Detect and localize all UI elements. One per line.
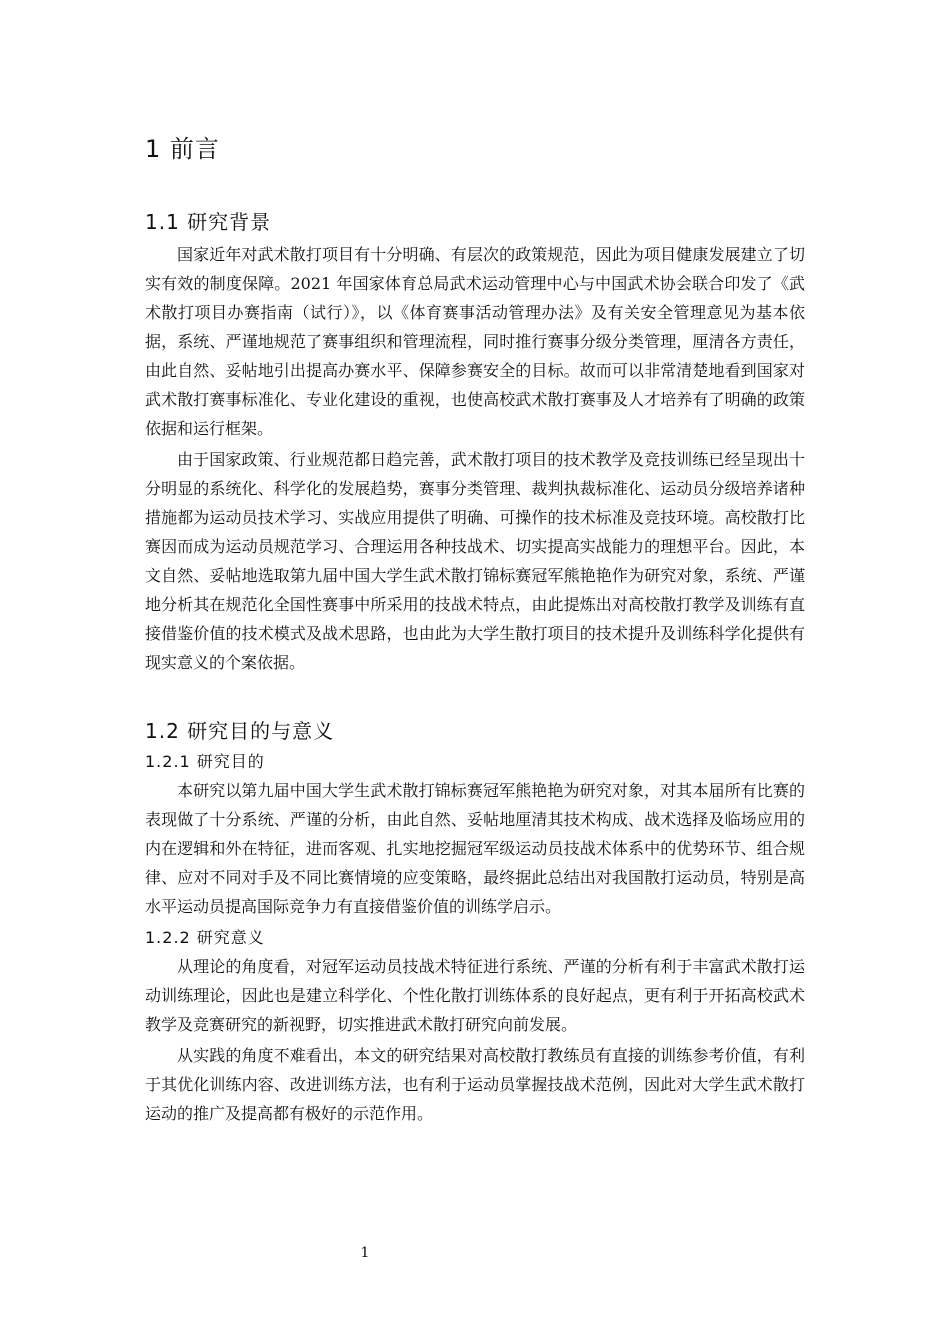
paragraph: 本研究以第九届中国大学生武术散打锦标赛冠军熊艳艳为研究对象，对其本届所有比赛的表现做了十分系统、严谨的分析，由此自然、妥帖地厘清其技术构成、战术选择及临场应用的内在逻辑和外在特征，进而客观、扎实地挖掘冠军级运动员技战术体系中的优势环节、组合规律、应对不同对手及不同比赛情境的应变策略，最终据此总结出对我国散打运动员，特别是高水平运动员提高国际竞争力有直接借鉴价值的训练学启示。: [145, 781, 805, 916]
section-heading-1-2: 1.2 研究目的与意义: [145, 719, 335, 743]
paragraph: 由于国家政策、行业规范都日趋完善，武术散打项目的技术教学及竞技训练已经呈现出十分明显的系统化、科学化的发展趋势，赛事分类管理、裁判执裁标准化、运动员分级培养诸种措施都为运动员技术学习、实战应用提供了明确、可操作的技术标准及竞技环境。高校散打比赛因而成为运动员规范学习、合理运用各种技战术、切实提高实战能力的理想平台。因此，本文自然、妥帖地选取第九届中国大学生武术散打锦标赛冠军熊艳艳作为研究对象，系统、严谨地分析其在规范化全国性赛事中所采用的技战术特点，由此提炼出对高校散打教学及训练有直接借鉴价值的技术模式及战术思路，也由此为大学生散打项目的技术提升及训练科学化提供有现实意义的个案依据。: [145, 450, 805, 672]
section-purpose-and-significance: [145, 716, 810, 1128]
section-research-background: [145, 207, 810, 677]
paragraph: 国家近年对武术散打项目有十分明确、有层次的政策规范，因此为项目健康发展建立了切实有效的制度保障。2021 年国家体育总局武术运动管理中心与中国武术协会联合印发了《武术散打项目办赛指南（试行）》，以《体育赛事活动管理办法》及有关安全管理意见为基本依据，系统、严谨地规范了赛事组织和管理流程，同时推行赛事分级分类管理，厘清各方责任，由此自然、妥帖地引出提高办赛水平、保障参赛安全的目标。故而可以非常清楚地看到国家对武术散打赛事标准化、专业化建设的重视，也使高校武术散打赛事及人才培养有了明确的政策依据和运行框架。: [145, 245, 805, 438]
subsection-heading-1-2-2: 1.2.2 研究意义: [145, 928, 265, 947]
subsection-heading-1-2-1: 1.2.1 研究目的: [145, 752, 265, 771]
page-number: 1: [360, 1245, 370, 1261]
paragraph: 从理论的角度看，对冠军运动员技战术特征进行系统、严谨的分析有利于丰富武术散打运动训练理论，因此也是建立科学化、个性化散打训练体系的良好起点，更有利于开拓高校武术教学及竞赛研究的新视野，切实推进武术散打研究向前发展。: [145, 957, 805, 1034]
paragraph: 从实践的角度不难看出，本文的研究结果对高校散打教练员有直接的训练参考价值，有利于其优化训练内容、改进训练方法，也有利于运动员掌握技战术范例，因此对大学生武术散打运动的推广及提高都有极好的示范作用。: [145, 1046, 805, 1123]
chapter-title: 1 前言: [145, 135, 220, 163]
section-heading-1-1: 1.1 研究背景: [145, 210, 272, 234]
